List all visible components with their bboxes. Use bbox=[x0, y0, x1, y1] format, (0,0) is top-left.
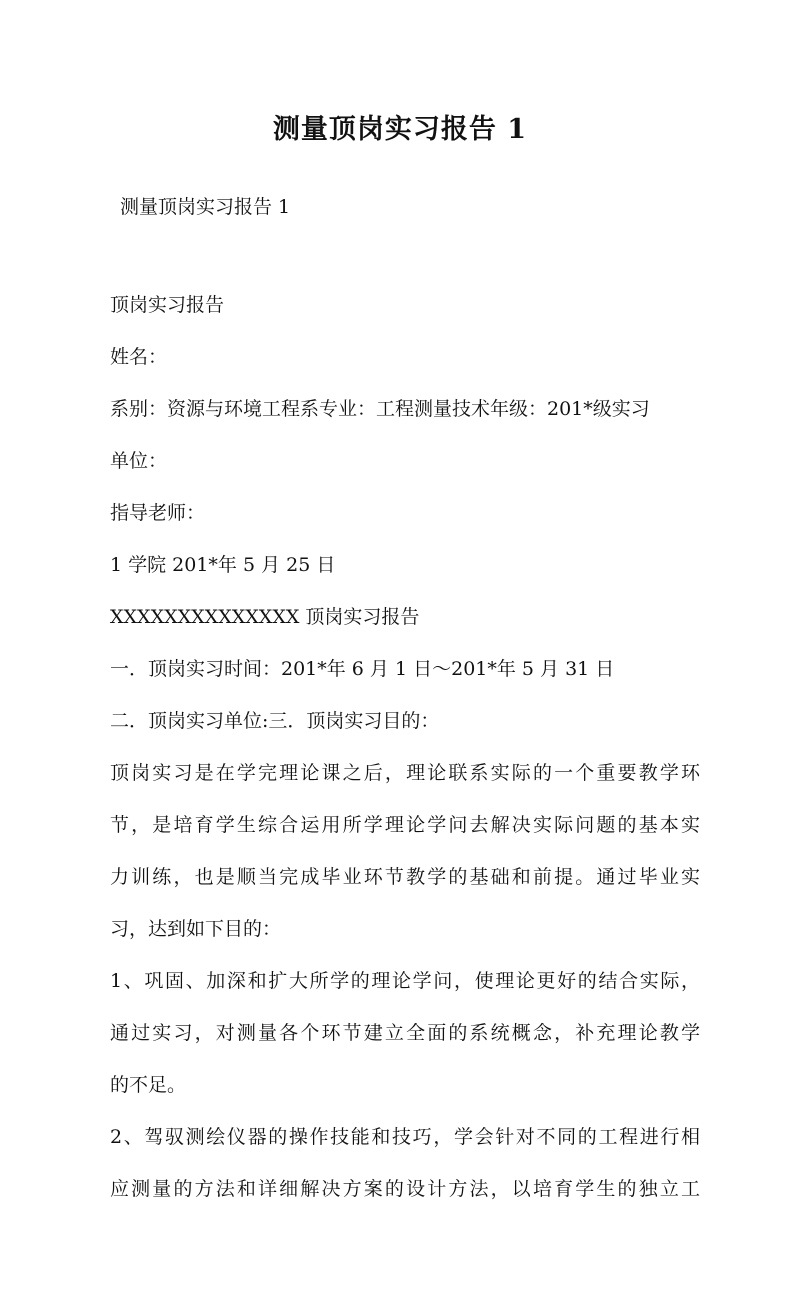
text-line: 二．顶岗实习单位:三．顶岗实习目的： bbox=[110, 710, 440, 732]
text-line: 1 学院 201*年 5 月 25 日 bbox=[110, 554, 336, 576]
text-line: 系别：资源与环境工程系专业：工程测量技术年级：201*级实习 bbox=[110, 398, 650, 420]
text-line: XXXXXXXXXXXXXX 顶岗实习报告 bbox=[110, 606, 420, 628]
text-line: 姓名： bbox=[110, 346, 168, 368]
paragraph-line: 顶岗实习是在学完理论课之后，理论联系实际的一个重要教学环 bbox=[110, 762, 700, 784]
document-body bbox=[110, 287, 700, 1223]
paragraph-line: 习，达到如下目的： bbox=[110, 918, 282, 940]
paragraph-line: 力训练，也是顺当完成毕业环节教学的基础和前提。通过毕业实 bbox=[110, 866, 700, 888]
paragraph-line: 2、驾驭测绘仪器的操作技能和技巧，学会针对不同的工程进行相 bbox=[110, 1126, 700, 1148]
text-line: 单位： bbox=[110, 450, 168, 472]
text-line: 顶岗实习报告 bbox=[110, 294, 225, 316]
paragraph-line: 应测量的方法和详细解决方案的设计方法，以培育学生的独立工 bbox=[110, 1178, 700, 1200]
text-line: 指导老师： bbox=[110, 502, 206, 524]
paragraph-line: 1、巩固、加深和扩大所学的理论学问，使理论更好的结合实际， bbox=[110, 970, 700, 992]
document-subtitle: 测量顶岗实习报告 1 bbox=[120, 196, 291, 218]
text-line: 一．顶岗实习时间：201*年 6 月 1 日～201*年 5 月 31 日 bbox=[110, 658, 615, 680]
document-title: 测量顶岗实习报告 1 bbox=[272, 114, 528, 145]
paragraph-line: 的不足。 bbox=[110, 1074, 187, 1096]
paragraph-line: 通过实习，对测量各个环节建立全面的系统概念，补充理论教学 bbox=[110, 1022, 700, 1044]
paragraph-line: 节，是培育学生综合运用所学理论学问去解决实际问题的基本实 bbox=[110, 814, 700, 836]
